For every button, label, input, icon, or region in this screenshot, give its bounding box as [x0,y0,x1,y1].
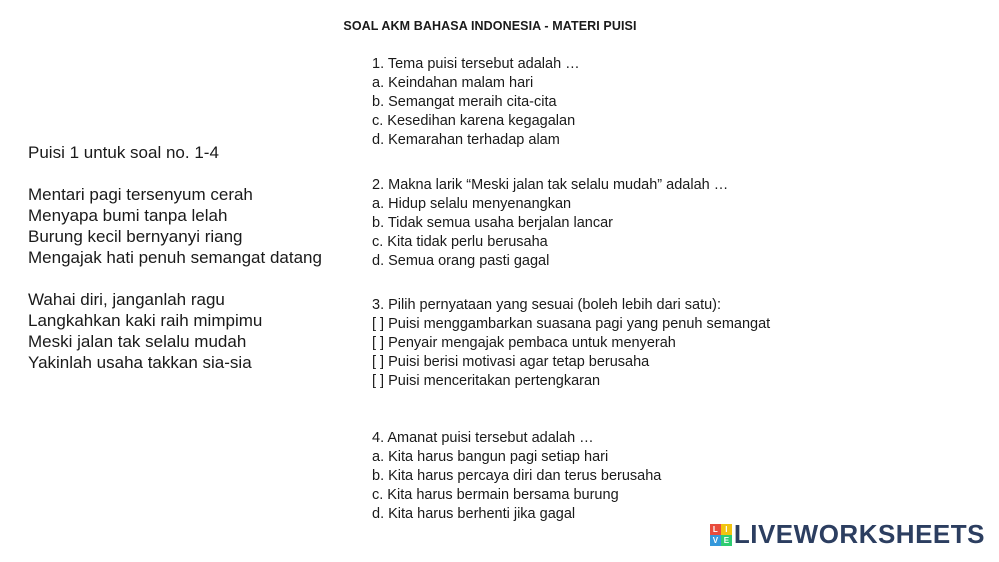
poem-section [28,142,358,394]
question-prompt: 3. Pilih pernyataan yang sesuai (boleh lebih dari satu): [372,297,722,313]
answer-option[interactable]: a. Hidup selalu menyenangkan [372,196,572,212]
question-2 [372,176,852,271]
answer-option[interactable]: c. Kesedihan karena kegagalan [372,113,576,129]
question-prompt: 4. Amanat puisi tersebut adalah … [372,430,594,446]
poem-line: Mentari pagi tersenyum cerah [28,185,253,204]
question-1 [372,55,852,150]
poem-line: Burung kecil bernyanyi riang [28,227,243,246]
answer-option[interactable]: d. Kemarahan terhadap alam [372,132,560,148]
poem-line: Wahai diri, janganlah ragu [28,290,225,309]
logo-letter: L [710,524,721,535]
poem-heading: Puisi 1 untuk soal no. 1-4 [28,143,219,162]
logo-letter: I [721,524,732,535]
poem-line: Yakinlah usaha takkan sia-sia [28,353,252,372]
question-3 [372,296,852,391]
checkbox-option[interactable]: [ ] Puisi menceritakan pertengkaran [372,373,601,389]
answer-option[interactable]: a. Kita harus bangun pagi setiap hari [372,449,609,465]
checkbox-option[interactable]: [ ] Puisi menggambarkan suasana pagi yang penuh semangat [372,316,771,332]
checkbox-option[interactable]: [ ] Puisi berisi motivasi agar tetap berusaha [372,354,650,370]
answer-option[interactable]: b. Kita harus percaya diri dan terus berusaha [372,468,662,484]
page-title: SOAL AKM BAHASA INDONESIA - MATERI PUISI [343,19,637,33]
question-4 [372,429,852,524]
question-prompt: 1. Tema puisi tersebut adalah … [372,56,580,72]
logo-letter: V [710,535,721,546]
checkbox-option[interactable]: [ ] Penyair mengajak pembaca untuk menyerah [372,335,676,351]
answer-option[interactable]: d. Kita harus berhenti jika gagal [372,506,576,522]
poem-stanza-1 [28,184,358,268]
answer-option[interactable]: c. Kita harus bermain bersama burung [372,487,619,503]
answer-option[interactable]: c. Kita tidak perlu berusaha [372,234,548,250]
answer-option[interactable]: a. Keindahan malam hari [372,75,534,91]
brand-name: LIVEWORKSHEETS [733,519,985,549]
logo-letter: E [721,535,732,546]
answer-option[interactable]: d. Semua orang pasti gagal [372,253,550,269]
poem-stanza-2 [28,289,358,373]
logo-icon [710,524,732,546]
answer-option[interactable]: b. Semangat meraih cita-cita [372,94,557,110]
poem-line: Langkahkan kaki raih mimpimu [28,311,263,330]
poem-line: Meski jalan tak selalu mudah [28,332,247,351]
question-prompt: 2. Makna larik “Meski jalan tak selalu mudah” adalah … [372,177,729,193]
poem-line: Menyapa bumi tanpa lelah [28,206,228,225]
poem-line: Mengajak hati penuh semangat datang [28,248,322,267]
liveworksheets-logo [710,519,985,550]
answer-option[interactable]: b. Tidak semua usaha berjalan lancar [372,215,614,231]
